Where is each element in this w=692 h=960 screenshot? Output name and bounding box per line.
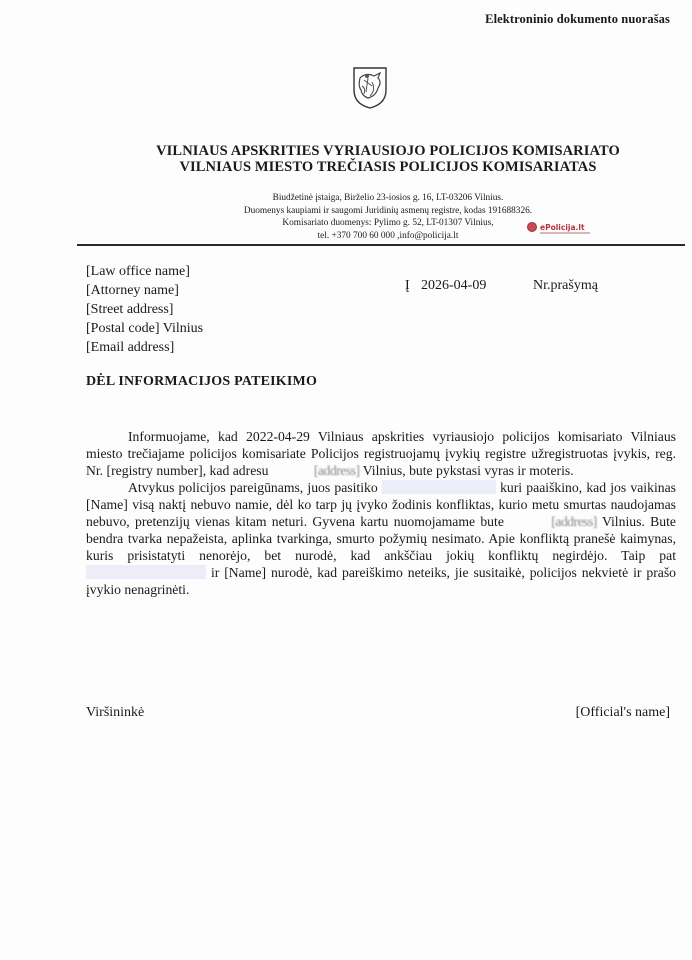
blurred-address: [address] <box>313 463 360 478</box>
body-text-segment: Vilnius. Bute bendra tvarka nepažeista, aplinka tvarkinga, smurto požymių nesimato. Apie konfliktą pranešė kaimynas, kuris prisistatyti nenorėjo, bet nurodė, kad ankščiau jokių konfliktų negirdėjo. Taip pat <box>86 514 676 563</box>
signatory-name: [Official's name] <box>575 705 670 720</box>
police-badge-icon <box>527 222 537 232</box>
reply-to-prefix: Į <box>405 278 410 293</box>
lithuanian-coat-of-arms-icon <box>352 66 388 110</box>
recipient-address <box>86 262 203 357</box>
reference-number: Nr.prašymą <box>533 278 598 293</box>
recipient-line: [Law office name] <box>86 264 190 279</box>
body-text-segment: kuri paaiškino, kad jos vaikinas [Name] visą naktį nebuvo namie, dėl ko tarp jų įvyko žodinis konfliktas, kurio metu smurtas naudojamas nebuvo, pretenzijų vienas kitam neturi. Gyvena kartu nuomojamame bute <box>86 480 677 529</box>
header-divider <box>77 244 685 246</box>
body-text-segment: Atvykus policijos pareigūnams, juos pasitiko <box>128 480 378 495</box>
epolicija-logo-subtitle <box>540 232 590 234</box>
copy-label: Elektroninio dokumento nuorašas <box>485 12 670 26</box>
recipient-line: [Attorney name] <box>86 283 179 298</box>
institution-info-line: Komisariato duomenys: Pylimo g. 52, LT-01307 Vilnius, <box>282 218 494 229</box>
blurred-address: [address] <box>551 514 597 529</box>
institution-info-line: Biudžetinė įstaiga, Birželio 23-iosios g. 16, LT-03206 Vilnius. <box>272 193 504 203</box>
epolicija-logo-text: ePolicija.lt <box>540 222 585 232</box>
body-text-segment: Vilnius, bute pykstasi vyras ir moteris. <box>362 463 574 478</box>
header-line-1: VILNIAUS APSKRITIES VYRIAUSIOJO POLICIJOS KOMISARIATO <box>156 143 620 159</box>
recipient-line: [Postal code] Vilnius <box>86 321 204 336</box>
epolicija-logo <box>527 222 585 232</box>
body-paragraph <box>86 479 676 598</box>
recipient-line: [Email address] <box>86 340 175 355</box>
signatory-title: Viršininkė <box>86 705 145 720</box>
recipient-line: [Street address] <box>86 302 174 317</box>
document-body <box>86 428 676 598</box>
date-reference <box>405 278 598 294</box>
institution-info <box>0 192 692 242</box>
body-text-segment: ir [Name] nurodė, kad pareiškimo neteiks, jie susitaikė, policijos nekvietė ir prašo įvykio nenagrinėti. <box>86 565 677 597</box>
redacted-name-box <box>382 480 496 494</box>
header-line-2: VILNIAUS MIESTO TREČIASIS POLICIJOS KOMISARIATAS <box>179 159 597 175</box>
document-date: 2026-04-09 <box>421 278 487 293</box>
institution-info-line: Duomenys kaupiami ir saugomi Juridinių asmenų registre, kodas 191688326. <box>243 205 533 216</box>
institution-info-line: tel. +370 700 60 000 ,info@policija.lt <box>317 230 459 241</box>
redacted-name-box <box>86 565 206 579</box>
body-text-segment: Informuojame, kad 2022-04-29 Vilniaus apskrities vyriausiojo policijos komisariato Vilniaus miesto trečiajame policijos komisariate Policijos registruojamų įvykių registre užregistruotas įvykis, reg. Nr. [registry number], kad adresu <box>86 429 676 478</box>
document-subject: DĖL INFORMACIJOS PATEIKIMO <box>86 374 318 389</box>
body-paragraph <box>86 428 676 479</box>
